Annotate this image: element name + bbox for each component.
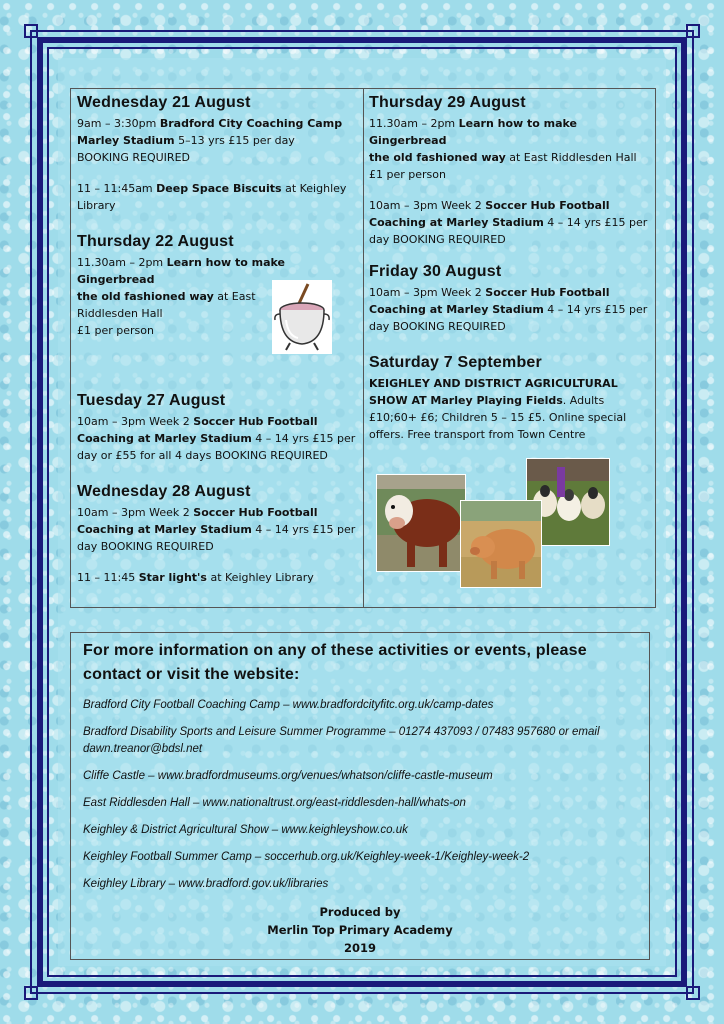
event-day-right-1: [369, 262, 651, 335]
event-text-line: [369, 115, 651, 149]
event-detail-text: day BOOKING REQUIRED: [77, 540, 214, 553]
event-title-text: Coaching at Marley Stadium: [369, 303, 544, 316]
event-detail-text: 11.30am – 2pm: [369, 117, 459, 130]
event-title-text: Marley Stadium: [77, 134, 175, 147]
agricultural-show-photos: [376, 458, 626, 588]
info-heading-line-1: For more information on any of these activities or events, please: [83, 642, 587, 659]
event-item: [369, 284, 651, 335]
event-detail-text: £1 per person: [369, 168, 446, 181]
event-detail-text: 11.30am – 2pm: [77, 256, 167, 269]
event-day-left-3: [77, 482, 357, 586]
event-detail-text: at East Riddlesden Hall: [505, 151, 637, 164]
event-detail-text: day BOOKING REQUIRED: [369, 233, 506, 246]
event-text-line: [369, 375, 651, 392]
info-heading-line-2: contact or visit the website:: [83, 666, 300, 683]
event-detail-text: 5–13 yrs £15 per day: [174, 134, 295, 147]
event-text-line: [77, 538, 357, 555]
event-text-line: [369, 197, 651, 214]
event-day-left-2: [77, 391, 357, 464]
event-text-line: [77, 180, 357, 197]
event-item: [77, 115, 357, 166]
corner-ornament-tl: [24, 24, 38, 38]
event-title-text: Soccer Hub Football: [193, 506, 318, 519]
event-day-left-0: [77, 93, 357, 214]
event-title-text: KEIGHLEY AND DISTRICT AGRICULTURAL: [369, 377, 618, 390]
event-title-text: Soccer Hub Football: [485, 199, 610, 212]
event-title-text: Deep Space Biscuits: [156, 182, 282, 195]
event-detail-text: 10am – 3pm Week 2: [77, 506, 194, 519]
event-text-line: [77, 115, 357, 132]
event-title-text: SHOW AT Marley Playing Fields: [369, 394, 563, 407]
event-title-text: Star light's: [138, 571, 207, 584]
contact-item: Keighley Football Summer Camp – soccerhub.org.uk/Keighley-week-1/Keighley-week-2: [83, 851, 530, 863]
event-title-text: the old fashioned way: [369, 151, 506, 164]
event-detail-text: £10;60+ £6; Children 5 – 15 £5. Online special: [369, 411, 627, 424]
event-title-text: the old fashioned way: [77, 290, 214, 303]
event-detail-text: 10am – 3pm Week 2: [369, 286, 486, 299]
contact-list: [83, 697, 637, 893]
event-detail-text: 4 – 14 yrs £15 per: [251, 432, 356, 445]
event-text-line: [77, 430, 357, 447]
cooking-pot-icon: [272, 280, 332, 354]
event-item: [77, 413, 357, 464]
event-title-text: Bradford City Coaching Camp: [159, 117, 343, 130]
contact-item: Keighley & District Agricultural Show – www.keighleyshow.co.uk: [83, 824, 408, 836]
event-text-line: [77, 149, 357, 166]
event-day-heading: Wednesday 28 August: [77, 483, 251, 500]
event-detail-text: Library: [77, 199, 116, 212]
event-title-text: Learn how to make Gingerbread: [369, 117, 578, 147]
contact-item: Bradford City Football Coaching Camp – www.bradfordcityfitc.org.uk/camp-dates: [83, 699, 494, 711]
event-detail-text: 4 – 14 yrs £15 per: [543, 216, 648, 229]
event-detail-text: Riddlesden Hall: [77, 307, 163, 320]
event-detail-text: 4 – 14 yrs £15 per: [543, 303, 648, 316]
school-name: Merlin Top Primary Academy: [267, 923, 453, 937]
contact-item: East Riddlesden Hall – www.nationaltrust.org/east-riddlesden-hall/whats-on: [83, 797, 466, 809]
event-item: [369, 197, 651, 248]
column-divider: [363, 89, 364, 607]
event-detail-text: 9am – 3:30pm: [77, 117, 160, 130]
event-text-line: [369, 284, 651, 301]
event-detail-text: day or £55 for all 4 days BOOKING REQUIRED: [77, 449, 328, 462]
corner-ornament-br: [686, 986, 700, 1000]
event-detail-text: 10am – 3pm Week 2: [77, 415, 194, 428]
event-text-line: [369, 392, 651, 409]
event-item: [77, 504, 357, 555]
event-detail-text: offers. Free transport from Town Centre: [369, 428, 586, 441]
event-detail-text: at East: [213, 290, 256, 303]
event-detail-text: 4 – 14 yrs £15 per: [251, 523, 356, 536]
ginger-pig-photo: [460, 500, 542, 588]
event-title-text: Coaching at Marley Stadium: [77, 523, 252, 536]
event-text-line: [369, 166, 651, 183]
event-text-line: [369, 301, 651, 318]
hereford-cow-photo: [376, 474, 466, 572]
event-title-text: Learn how to make Gingerbread: [77, 256, 286, 286]
event-day-heading: Thursday 29 August: [369, 94, 526, 111]
event-text-line: [77, 504, 357, 521]
event-day-heading: Friday 30 August: [369, 263, 502, 280]
year: 2019: [343, 941, 376, 955]
event-text-line: [77, 197, 357, 214]
event-title-text: Coaching at Marley Stadium: [77, 432, 252, 445]
produced-by-block: [83, 903, 637, 957]
event-text-line: [369, 214, 651, 231]
event-text-line: [77, 413, 357, 430]
event-text-line: [369, 426, 651, 443]
event-detail-text: at Keighley: [281, 182, 347, 195]
event-item: [77, 569, 357, 586]
corner-ornament-bl: [24, 986, 38, 1000]
contact-item: Bradford Disability Sports and Leisure Summer Programme – 01274 437093 / 07483 957680 or email dawn.treanor@bdsl.net: [83, 726, 600, 755]
event-text-line: [369, 149, 651, 166]
produced-by-label: Produced by: [319, 905, 401, 919]
event-item: [369, 375, 651, 443]
event-detail-text: 11 – 11:45: [77, 571, 139, 584]
event-text-line: [77, 447, 357, 464]
event-text-line: [369, 318, 651, 335]
event-day-right-2: [369, 353, 651, 443]
contact-item: Keighley Library – www.bradford.gov.uk/libraries: [83, 878, 329, 890]
event-day-right-0: [369, 93, 651, 248]
event-item: [77, 180, 357, 214]
event-detail-text: 11 – 11:45am: [77, 182, 157, 195]
event-text-line: [77, 569, 357, 586]
more-information-box: [70, 632, 650, 960]
event-detail-text: BOOKING REQUIRED: [77, 151, 190, 164]
event-title-text: Coaching at Marley Stadium: [369, 216, 544, 229]
event-day-heading: Tuesday 27 August: [77, 392, 226, 409]
corner-ornament-tr: [686, 24, 700, 38]
event-detail-text: 10am – 3pm Week 2: [369, 199, 486, 212]
event-text-line: [77, 132, 357, 149]
event-text-line: [369, 231, 651, 248]
event-title-text: Soccer Hub Football: [193, 415, 318, 428]
event-title-text: Soccer Hub Football: [485, 286, 610, 299]
event-day-heading: Thursday 22 August: [77, 233, 234, 250]
event-detail-text: at Keighley Library: [206, 571, 314, 584]
event-text-line: [369, 409, 651, 426]
event-day-heading: Wednesday 21 August: [77, 94, 251, 111]
contact-item: Cliffe Castle – www.bradfordmuseums.org/venues/whatson/cliffe-castle-museum: [83, 770, 493, 782]
event-detail-text: £1 per person: [77, 324, 154, 337]
events-column-right: [369, 93, 651, 461]
info-heading: [83, 639, 637, 687]
event-text-line: [77, 521, 357, 538]
event-detail-text: . Adults: [562, 394, 605, 407]
event-detail-text: day BOOKING REQUIRED: [369, 320, 506, 333]
event-day-heading: Saturday 7 September: [369, 354, 542, 371]
event-item: [369, 115, 651, 183]
